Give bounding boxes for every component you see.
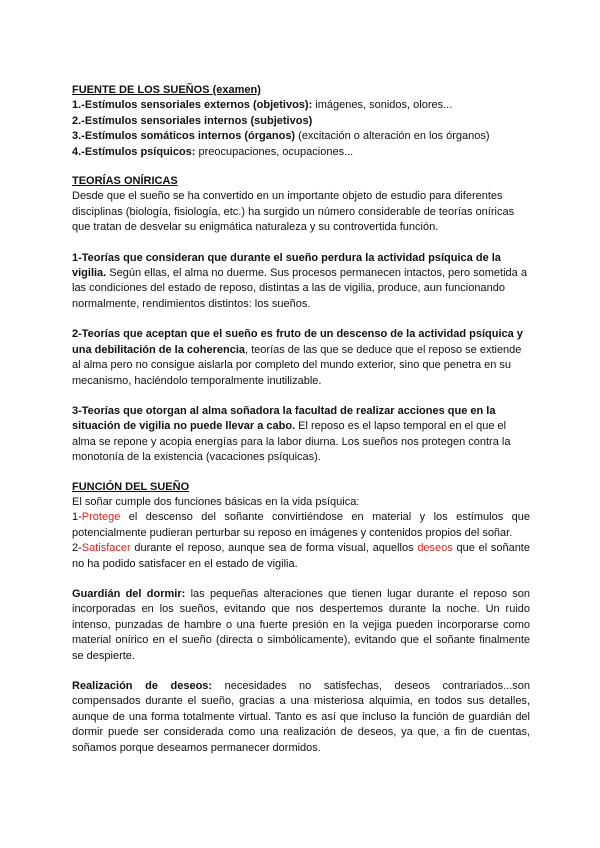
fuente-item-3-bold: 3.-Estímulos somáticos internos (órganos)	[72, 130, 296, 143]
guardian-paragraph	[72, 587, 530, 664]
fuente-item-2	[72, 114, 530, 129]
funcion-2-text-b: que el soñante no ha podido satisfacer en el estado de vigilia.	[72, 542, 530, 570]
teoria-3-bold: 3-Teorías que otorgan al alma soñadora la facultad de realizar acciones que en la situación de vigilia no puede llevar a cabo.	[72, 404, 496, 433]
teoria-1-text: Según ellas, el alma no duerme. Sus procesos permanecen intactos, pero sometida a las condiciones del estado de reposo, distintas a las de vigilia, produce, aun funcionando normalmente, rendimientos distintos: los sueños.	[72, 267, 527, 310]
funcion-intro: El soñar cumple dos funciones básicas en la vida psíquica:	[72, 495, 360, 508]
teoria-2-text: , teorías de las que se deduce que el reposo se extiende al alma pero no consigue aislarla por completo del mundo exterior, sino que penetra en su mecanismo, haciéndolo temporalmente inutilizable.	[72, 343, 522, 387]
teorias-intro: Desde que el sueño se ha convertido en un importante objeto de estudio para diferentes disciplinas (biología, fisiología, etc.) ha surgido un número considerable de teorías oníricas que tratan de desvelar su enigmática naturaleza y su controvertida función.	[72, 190, 515, 234]
section-title-teorias: TEORÍAS ONÍRICAS	[72, 175, 178, 188]
fuente-item-3-text: (excitación o alteración en los órganos)	[295, 130, 490, 143]
fuente-item-4	[72, 145, 530, 160]
guardian-bold: Guardián del dormir:	[72, 587, 186, 600]
funcion-2-keyword: Satisfacer	[81, 542, 131, 555]
fuente-item-1-bold: 1.-Estímulos sensoriales externos (objetivos):	[72, 99, 313, 112]
teoria-2	[72, 327, 530, 389]
funcion-1-num: 1-	[72, 511, 82, 524]
funcion-2-text-a: durante el reposo, aunque sea de forma visual, aquellos	[130, 542, 418, 555]
realizacion-text: necesidades no satisfechas, deseos contrariados...son compensados durante el sueño, gracias a una misteriosa alquimia, en todos sus detalles, aunque de una forma totalmente virtual. Tanto es así que incluso la función de guardián del dormir puede ser considerada como una realización de deseos, ya que, a fin de cuentas, soñamos porque deseamos permanecer dormidos.	[72, 680, 530, 754]
funcion-1	[72, 510, 530, 541]
guardian-text: las pequeñas alteraciones que tienen lugar durante el reposo son incorporadas en los sueños, evitando que nos despertemos durante la noche. Un ruido intenso, punzadas de hambre o una fuerte presión en la vejiga pueden incorporarse como material onírico en el sueño (directa o simbólicamente), evitando que el soñante finalmente se despierte.	[72, 587, 530, 662]
teoria-3	[72, 404, 530, 466]
funcion-2-keyword-deseos: deseos	[417, 542, 453, 555]
realizacion-paragraph	[72, 679, 530, 756]
teoria-2-bold: 2-Teorías que aceptan que el sueño es fruto de un descenso de la actividad psíquica y una debilitación de la coherencia	[72, 328, 523, 356]
teoria-1-bold: 1-Teorías que consideran que durante el sueño perdura la actividad psíquica de la vigilia.	[72, 251, 501, 280]
funcion-2-num: 2-	[72, 542, 82, 555]
fuente-item-2-bold: 2.-Estímulos sensoriales internos (subjetivos)	[72, 114, 313, 127]
funcion-2	[72, 541, 530, 572]
funcion-1-text: el descenso del soñante convirtiéndose en material y los estímulos que potencialmente pudieran perturbar su reposo en imágenes y contenidos propios del soñar.	[72, 511, 530, 539]
section-title-fuente: FUENTE DE LOS SUEÑOS (examen)	[72, 84, 261, 96]
teoria-1	[72, 251, 530, 313]
teoria-3-text: El reposo es el lapso temporal en el que el alma se repone y acopia energías para la labor diurna. Los sueños nos protegen contra la monotonía de la existencia (vacaciones psíquicas).	[72, 420, 511, 464]
funcion-1-keyword: Protege	[81, 511, 121, 524]
fuente-item-1-text: imágenes, sonidos, olores...	[312, 99, 453, 112]
fuente-item-4-text: preocupaciones, ocupaciones...	[195, 145, 354, 158]
realizacion-bold: Realización de deseos:	[72, 680, 213, 692]
fuente-item-1	[72, 98, 530, 113]
fuente-item-3	[72, 129, 530, 144]
fuente-item-4-bold: 4.-Estímulos psíquicos:	[72, 145, 196, 158]
section-title-funcion: FUNCIÓN DEL SUEÑO	[72, 480, 190, 493]
